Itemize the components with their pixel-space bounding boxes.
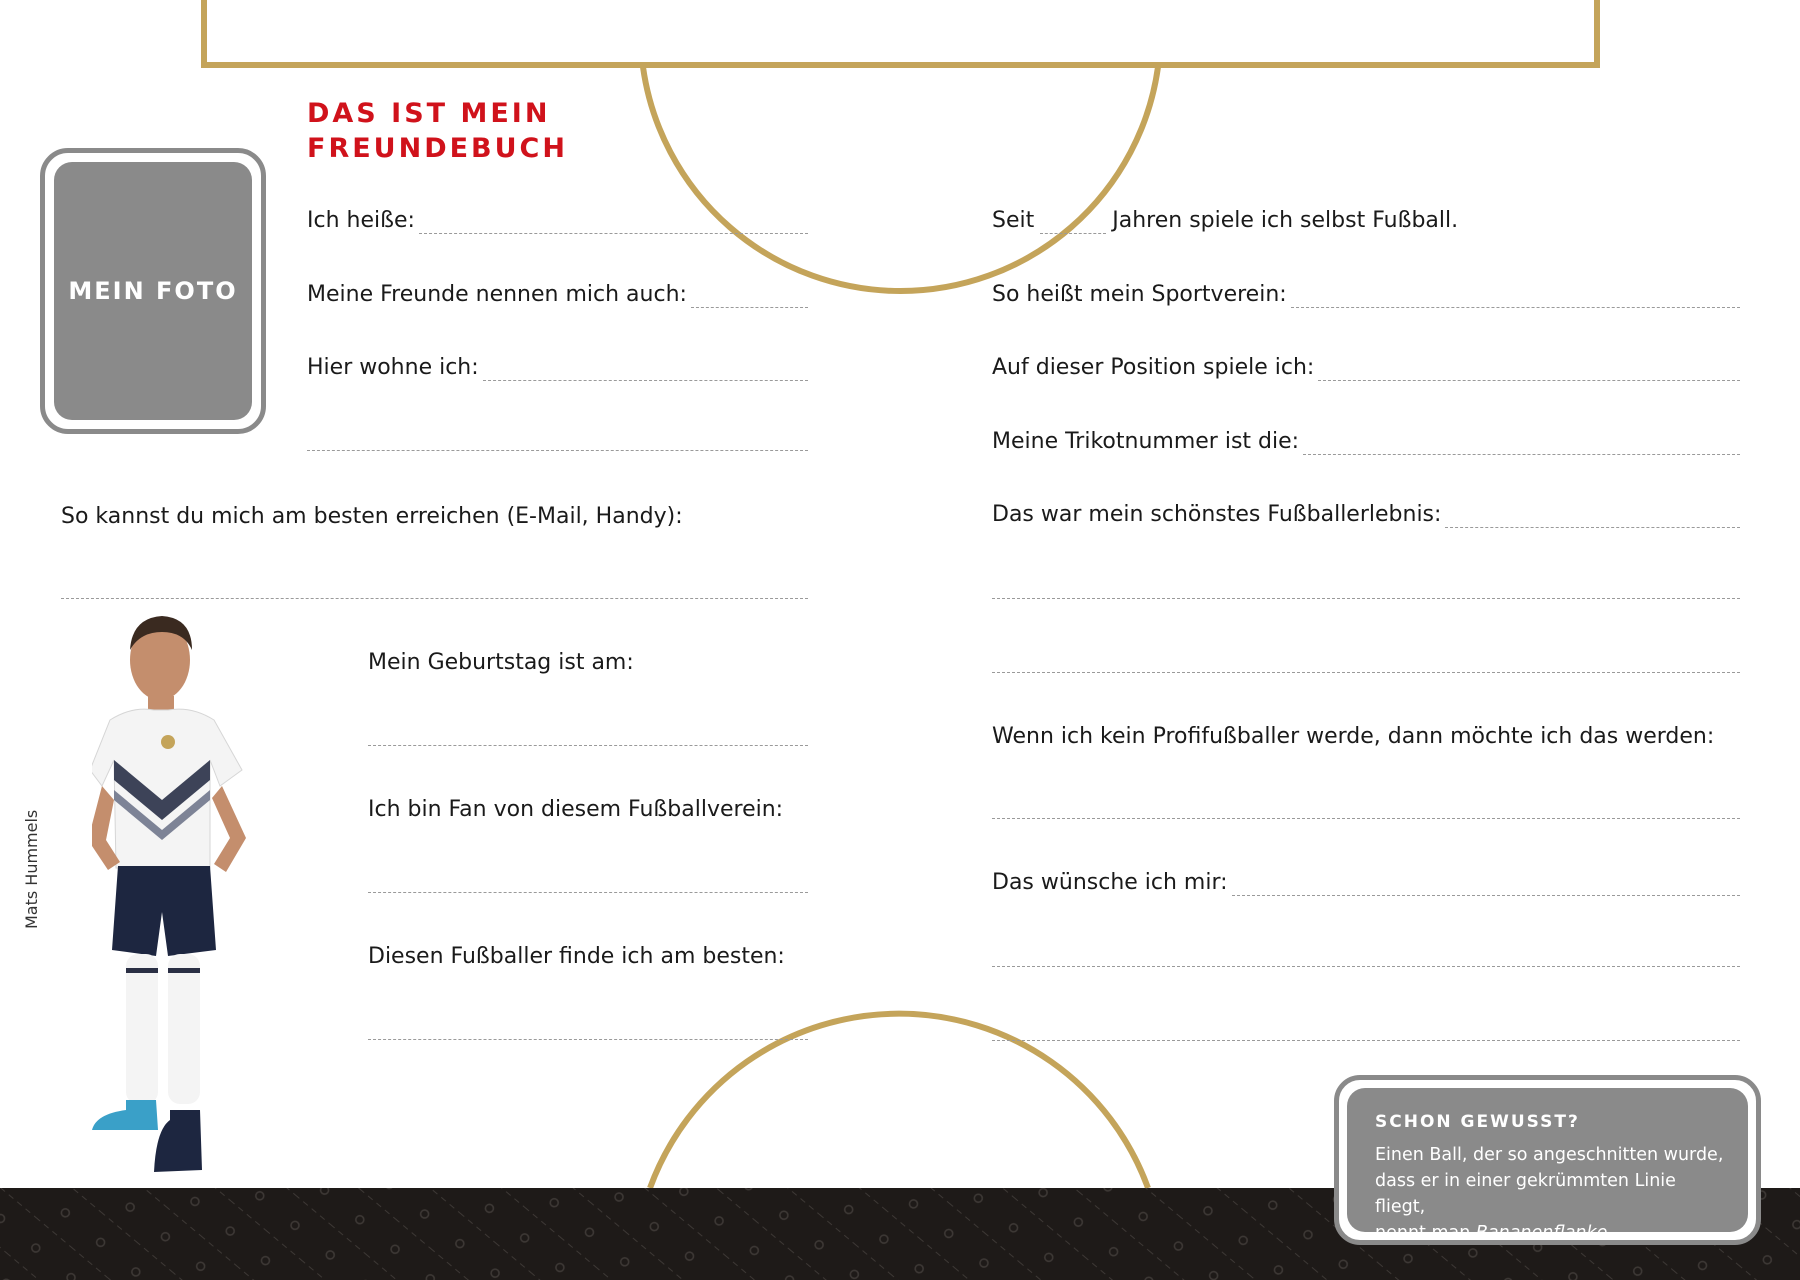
club-label: So heißt mein Sportverein: (992, 282, 1287, 307)
nickname-field[interactable] (307, 282, 808, 308)
best-experience-line-3[interactable] (992, 672, 1740, 673)
years-blank[interactable] (1040, 213, 1106, 234)
fan-club-field[interactable] (368, 797, 783, 823)
nickname-label: Meine Freunde nennen mich auch: (307, 282, 687, 307)
jersey-field[interactable] (992, 429, 1740, 455)
name-label: Ich heiße: (307, 208, 415, 233)
address-line-2[interactable] (307, 450, 808, 451)
player-illustration (92, 610, 322, 1240)
favorite-player-field[interactable] (368, 944, 785, 970)
birthday-field[interactable] (368, 650, 634, 676)
years-suffix: Jahren spiele ich selbst Fußball. (1112, 208, 1459, 233)
info-title: SCHON GEWUSST? (1375, 1112, 1580, 1132)
address-label: Hier wohne ich: (307, 355, 479, 380)
career-label: Wenn ich kein Profifußballer werde, dann möchte ich das werden: (992, 724, 1715, 749)
favorite-player-label: Diesen Fußballer finde ich am besten: (368, 944, 785, 969)
best-experience-field[interactable] (992, 502, 1740, 528)
career-field[interactable] (992, 724, 1714, 750)
wish-label: Das wünsche ich mir: (992, 870, 1228, 895)
jersey-label: Meine Trikotnummer ist die: (992, 429, 1300, 454)
fan-club-line[interactable] (368, 892, 808, 893)
wish-field[interactable] (992, 870, 1740, 896)
address-field[interactable] (307, 355, 808, 381)
contact-field[interactable] (61, 504, 683, 530)
career-line[interactable] (992, 818, 1740, 819)
club-field[interactable] (992, 282, 1740, 308)
contact-line[interactable] (61, 598, 808, 599)
position-label: Auf dieser Position spiele ich: (992, 355, 1315, 380)
name-field[interactable] (307, 208, 808, 234)
player-caption: Mats Hummels (22, 809, 41, 929)
birthday-label: Mein Geburtstag ist am: (368, 650, 634, 675)
best-experience-label: Das war mein schönstes Fußballerlebnis: (992, 502, 1442, 527)
info-emphasis: Bananenflanke (1475, 1223, 1608, 1243)
favorite-player-line[interactable] (368, 1039, 808, 1040)
birthday-line[interactable] (368, 745, 808, 746)
fan-club-label: Ich bin Fan von diesem Fußballverein: (368, 797, 784, 822)
wish-line-2[interactable] (992, 966, 1740, 967)
position-field[interactable] (992, 355, 1740, 381)
best-experience-line-2[interactable] (992, 598, 1740, 599)
years-prefix: Seit (992, 208, 1035, 233)
years-field[interactable] (992, 208, 1458, 234)
photo-placeholder[interactable] (40, 148, 266, 434)
page-title: DAS IST MEIN FREUNDEBUCH (307, 98, 568, 164)
info-box (1334, 1075, 1761, 1245)
wish-line-3[interactable] (992, 1040, 1740, 1041)
info-text: Einen Ball, der so angeschnitten wurde, dass er in einer gekrümmten Linie fliegt, nennt man Bananenflanke. (1375, 1145, 1724, 1243)
contact-label: So kannst du mich am besten erreichen (E-Mail, Handy): (61, 504, 683, 529)
photo-label: MEIN FOTO (68, 277, 238, 305)
